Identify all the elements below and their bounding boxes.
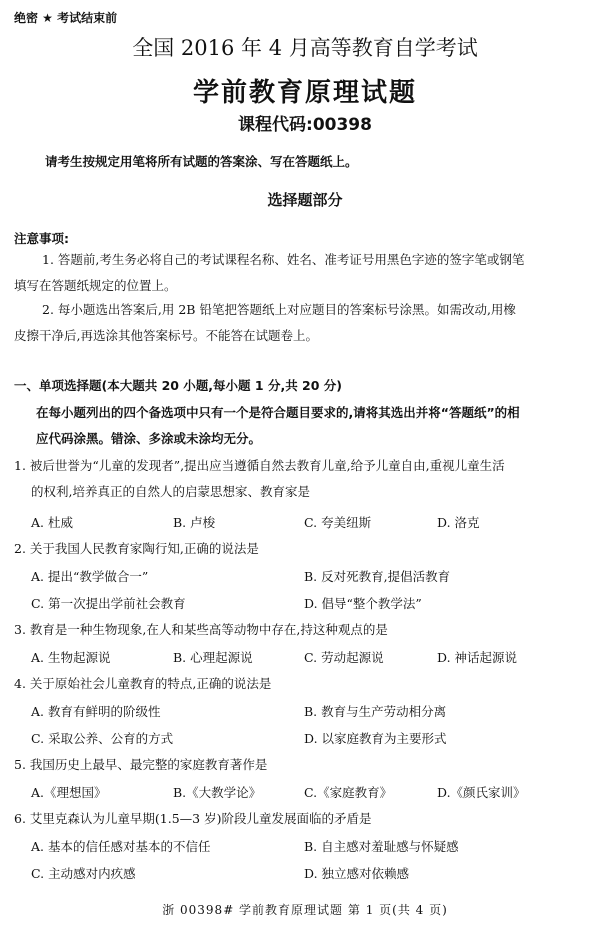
question-stem: 1. 被后世誉为“儿童的发现者”,提出应当遵循自然去教育儿童,给予儿童自由,重视儿童生活 xyxy=(14,458,505,473)
option: A.《理想国》 xyxy=(31,785,107,800)
subject-title: 学前教育原理试题 xyxy=(192,78,417,108)
option: A. 基本的信任感对基本的不信任 xyxy=(31,839,211,854)
note-line: 填写在答题纸规定的位置上。 xyxy=(14,278,177,293)
page-footer: 浙 00398# 学前教育原理试题 第 1 页(共 4 页) xyxy=(162,903,448,917)
notes-heading: 注意事项: xyxy=(14,231,69,246)
option: B. 反对死教育,提倡活教育 xyxy=(304,569,451,584)
question-3 xyxy=(14,617,600,643)
section-desc-line: 应代码涂黑。错涂、多涂或未涂均无分。 xyxy=(36,431,262,446)
option: B. 卢梭 xyxy=(173,515,216,530)
note-item xyxy=(14,297,598,349)
option: D. 洛克 xyxy=(437,515,480,530)
option: A. 提出“教学做合一” xyxy=(31,569,149,584)
secret-mark: 绝密 ★ 考试结束前 xyxy=(14,11,118,25)
question-4 xyxy=(14,671,600,697)
question-options xyxy=(31,567,591,587)
question-options xyxy=(31,837,591,857)
exam-title: 全国 2016 年 4 月高等教育自学考试 xyxy=(132,36,478,60)
option: A. 生物起源说 xyxy=(31,650,111,665)
option: B.《大教学论》 xyxy=(173,785,262,800)
option: A. 杜威 xyxy=(31,515,73,530)
note-line: 1. 答题前,考生务必将自己的考试课程名称、姓名、准考证号用黑色字迹的签字笔或钢笔 xyxy=(42,252,525,267)
question-options xyxy=(31,702,591,722)
option: C. 采取公养、公育的方式 xyxy=(31,731,174,746)
question-stem: 4. 关于原始社会儿童教育的特点,正确的说法是 xyxy=(14,676,272,691)
note-item xyxy=(14,247,598,299)
option: C. 劳动起源说 xyxy=(304,650,384,665)
question-stem: 2. 关于我国人民教育家陶行知,正确的说法是 xyxy=(14,541,259,556)
section-title: 一、单项选择题(本大题共 20 小题,每小题 1 分,共 20 分) xyxy=(14,378,343,393)
option: B. 自主感对羞耻感与怀疑感 xyxy=(304,839,459,854)
section-desc-line: 在每小题列出的四个备选项中只有一个是符合题目要求的,请将其选出并将“答题纸”的相 xyxy=(36,405,520,420)
question-options xyxy=(31,864,591,884)
option: D.《颜氏家训》 xyxy=(437,785,526,800)
question-stem: 3. 教育是一种生物现象,在人和某些高等动物中存在,持这种观点的是 xyxy=(14,622,388,637)
option: D. 以家庭教育为主要形式 xyxy=(304,731,447,746)
option: D. 独立感对依赖感 xyxy=(304,866,410,881)
option: A. 教育有鲜明的阶级性 xyxy=(31,704,161,719)
option: C. 主动感对内疚感 xyxy=(31,866,136,881)
question-options xyxy=(31,513,591,533)
course-code: 课程代码:00398 xyxy=(238,115,372,135)
question-5 xyxy=(14,752,600,778)
question-options xyxy=(31,594,591,614)
answer-instruction: 请考生按规定用笔将所有试题的答案涂、写在答题纸上。 xyxy=(45,154,358,169)
question-options xyxy=(31,648,591,668)
question-options xyxy=(31,729,591,749)
option: B. 心理起源说 xyxy=(173,650,253,665)
option: D. 倡导“整个教学法” xyxy=(304,596,422,611)
note-line: 2. 每小题选出答案后,用 2B 铅笔把答题纸上对应题目的答案标号涂黑。如需改动,用橡 xyxy=(42,302,516,317)
question-2 xyxy=(14,536,600,562)
question-stem: 5. 我国历史上最早、最完整的家庭教育著作是 xyxy=(14,757,268,772)
option: C.《家庭教育》 xyxy=(304,785,393,800)
note-line: 皮擦干净后,再选涂其他答案标号。不能答在试题卷上。 xyxy=(14,328,318,343)
question-stem: 的权利,培养真正的自然人的启蒙思想家、教育家是 xyxy=(31,484,310,499)
option: B. 教育与生产劳动相分离 xyxy=(304,704,447,719)
part-title: 选择题部分 xyxy=(267,191,343,209)
question-options xyxy=(31,783,591,803)
option: D. 神话起源说 xyxy=(437,650,518,665)
option: C. 夸美纽斯 xyxy=(304,515,372,530)
question-6 xyxy=(14,806,600,832)
option: C. 第一次提出学前社会教育 xyxy=(31,596,186,611)
question-1 xyxy=(14,453,600,505)
question-stem: 6. 艾里克森认为儿童早期(1.5—3 岁)阶段儿童发展面临的矛盾是 xyxy=(14,811,372,826)
